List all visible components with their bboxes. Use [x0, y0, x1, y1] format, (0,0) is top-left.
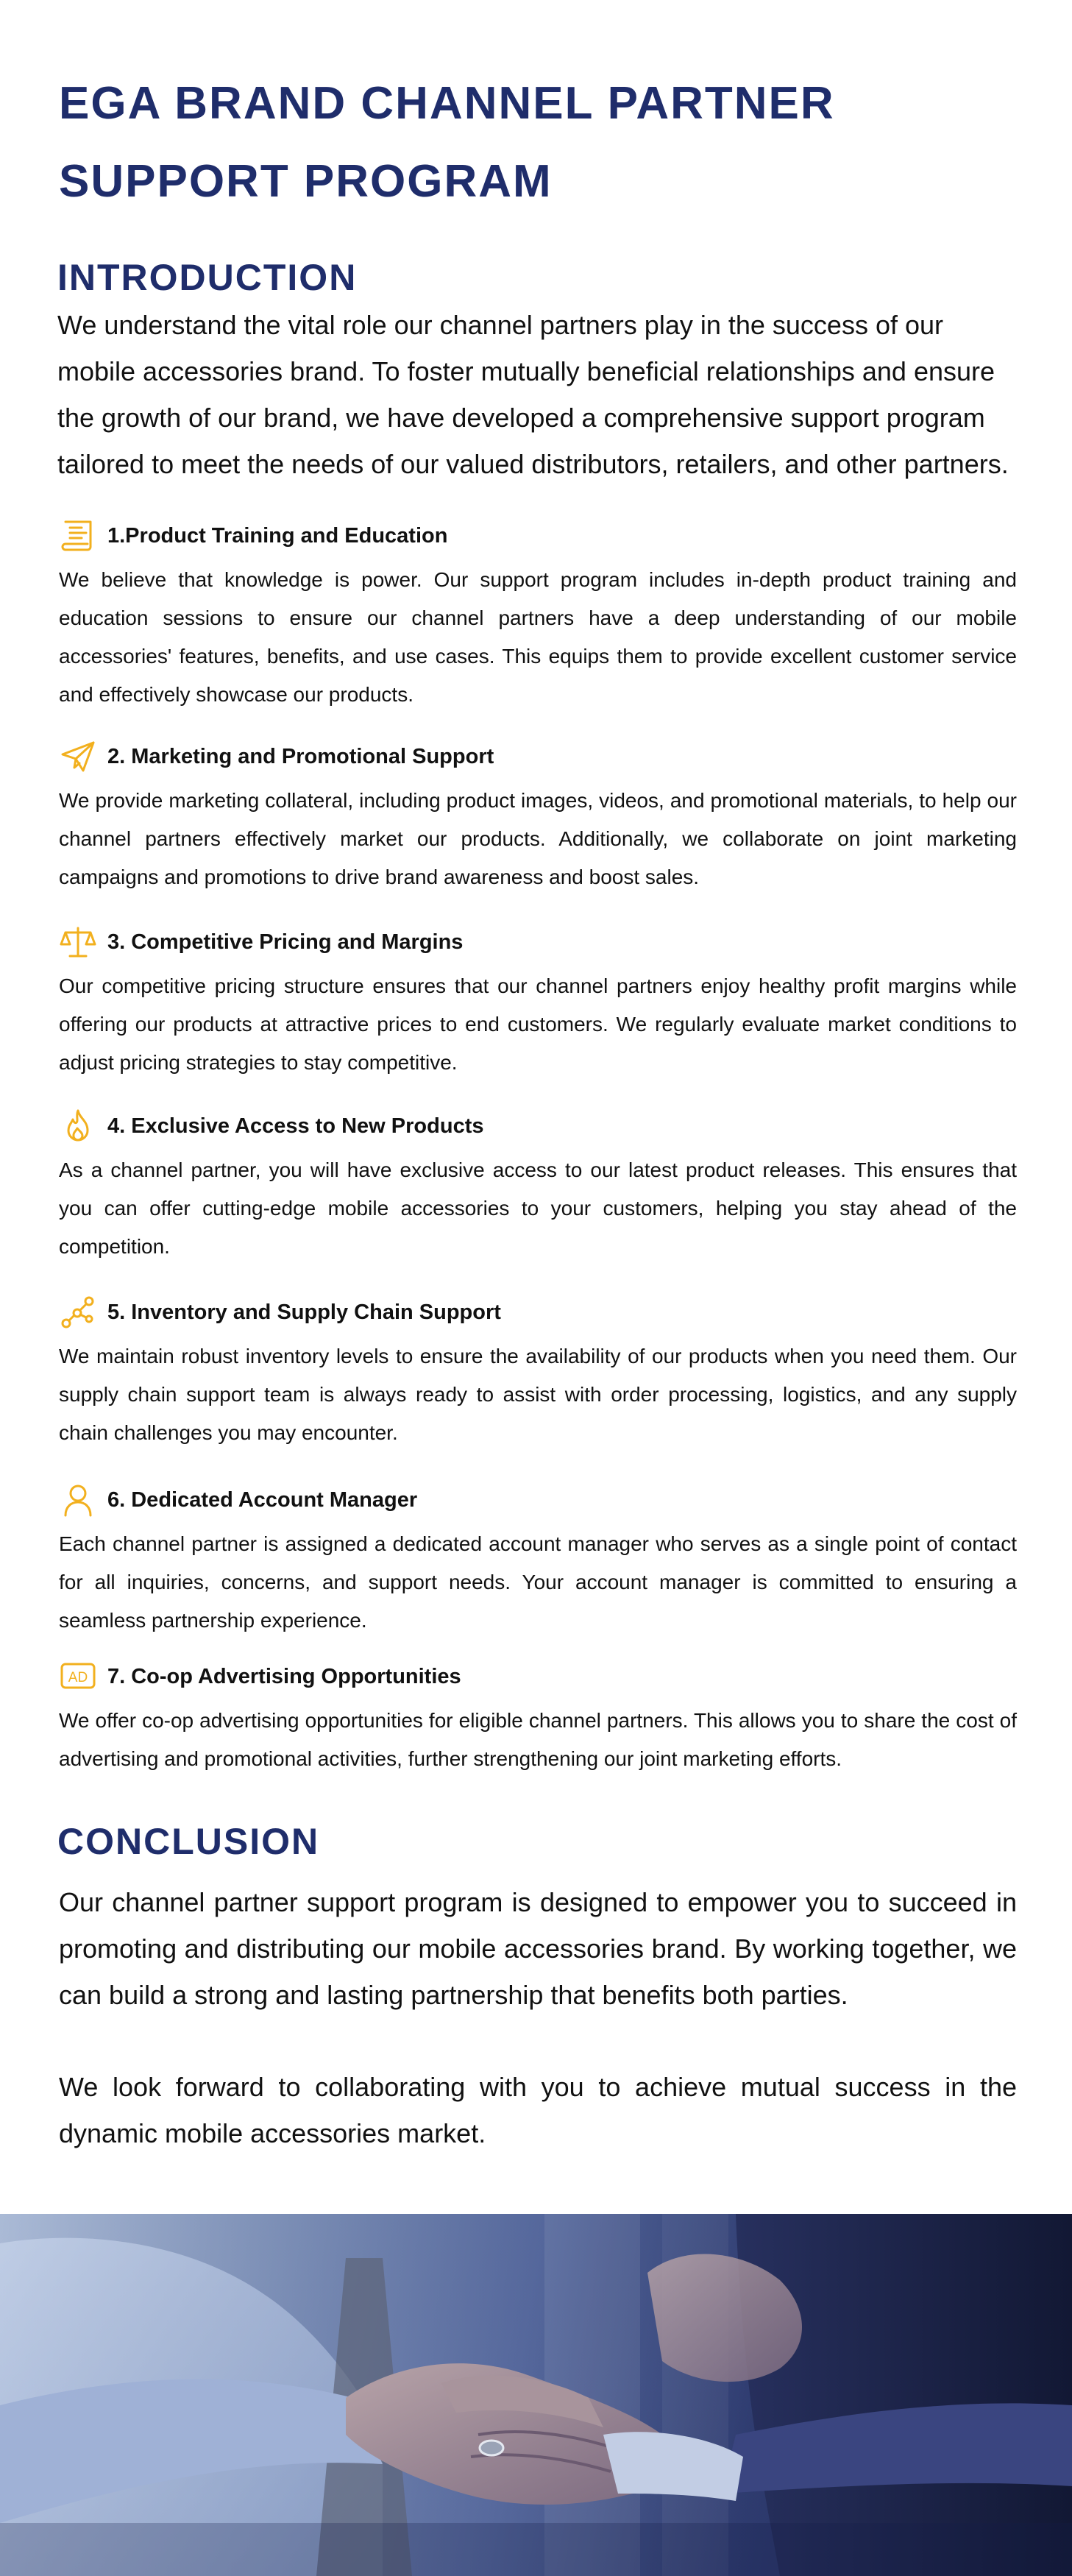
conclusion-paragraph: We look forward to collaborating with you to achieve mutual success in the dynamic mobile accessories market.: [59, 2072, 1017, 2148]
benefit-description: We provide marketing collateral, including product images, videos, and promotional materials, to help our channel partners effectively market our products. Additionally, we collaborate on joint marketing campaigns and promotions to drive brand awareness and boost sales.: [59, 789, 1017, 888]
benefit-description: We believe that knowledge is power. Our support program includes in-depth product training and education sessions to ensure our channel partners have a deep understanding of our mobile accessories' features, benefits, and use cases. This equips them to provide excellent customer service and effectively showcase our products.: [59, 568, 1017, 706]
benefit-title: 3. Competitive Pricing and Margins: [107, 930, 464, 954]
benefit-item-competitive-pricing: [59, 921, 1017, 1082]
introduction-heading: INTRODUCTION: [57, 257, 358, 298]
benefit-title: 4. Exclusive Access to New Products: [107, 1114, 484, 1138]
benefit-title: 5. Inventory and Supply Chain Support: [107, 1300, 501, 1324]
benefit-title: 1.Product Training and Education: [107, 523, 448, 548]
handshake-photo: [0, 2214, 1072, 2576]
paper-plane-icon: [59, 738, 97, 775]
network-icon: [59, 1294, 97, 1331]
document-icon: [59, 517, 97, 554]
benefit-description: We offer co-op advertising opportunities for eligible channel partners. This allows you to share the cost of advertising and promotional activities, further strengthening our joint marketing efforts.: [59, 1709, 1017, 1770]
ad-icon-label: AD: [68, 1670, 88, 1685]
scales-icon: [59, 924, 97, 960]
benefit-item-exclusive-access: [59, 1105, 1017, 1266]
benefit-description: As a channel partner, you will have exclusive access to our latest product releases. This ensures that you can offer cutting-edge mobile accessories to your customers, helping you stay ahead of the competition.: [59, 1158, 1017, 1258]
person-icon: [59, 1482, 97, 1518]
benefit-item-inventory-support: [59, 1292, 1017, 1452]
benefit-title: 7. Co-op Advertising Opportunities: [107, 1664, 461, 1688]
benefit-item-marketing-support: [59, 736, 1017, 896]
benefit-description: Each channel partner is assigned a dedicated account manager who serves as a single point of contact for all inquiries, concerns, and support needs. Your account manager is committed to ensuring a seamless partnership experience.: [59, 1532, 1017, 1632]
benefit-description: We maintain robust inventory levels to ensure the availability of our products when you need them. Our supply chain support team is always ready to assist with order processing, logistics, and any supply chain challenges you may encounter.: [59, 1345, 1017, 1444]
introduction-text: We understand the vital role our channel partners play in the success of our mobile accessories brand. To foster mutually beneficial relationships and ensure the growth of our brand, we have developed a comprehensive support program tailored to meet the needs of our valued distributors, retailers, and other partners.: [57, 310, 1009, 479]
page-title: EGA BRAND CHANNEL PARTNER SUPPORT PROGRAM: [59, 78, 835, 207]
benefit-item-coop-advertising: [59, 1656, 1017, 1778]
benefit-item-account-manager: [59, 1479, 1017, 1640]
benefit-title: 2. Marketing and Promotional Support: [107, 744, 494, 768]
conclusion-paragraph: Our channel partner support program is designed to empower you to succeed in promoting and distributing our mobile accessories brand. By working together, we can build a strong and lasting partnership that benefits both parties.: [59, 1887, 1017, 2010]
conclusion-heading: CONCLUSION: [57, 1821, 320, 1862]
benefit-description: Our competitive pricing structure ensures that our channel partners enjoy healthy profit margins while offering our products at attractive prices to end customers. We regularly evaluate market conditions to adjust pricing strategies to stay competitive.: [59, 974, 1017, 1074]
ad-icon: [59, 1658, 97, 1695]
flame-icon: [59, 1108, 97, 1144]
benefit-title: 6. Dedicated Account Manager: [107, 1487, 418, 1512]
benefit-item-product-training: [59, 515, 1017, 714]
